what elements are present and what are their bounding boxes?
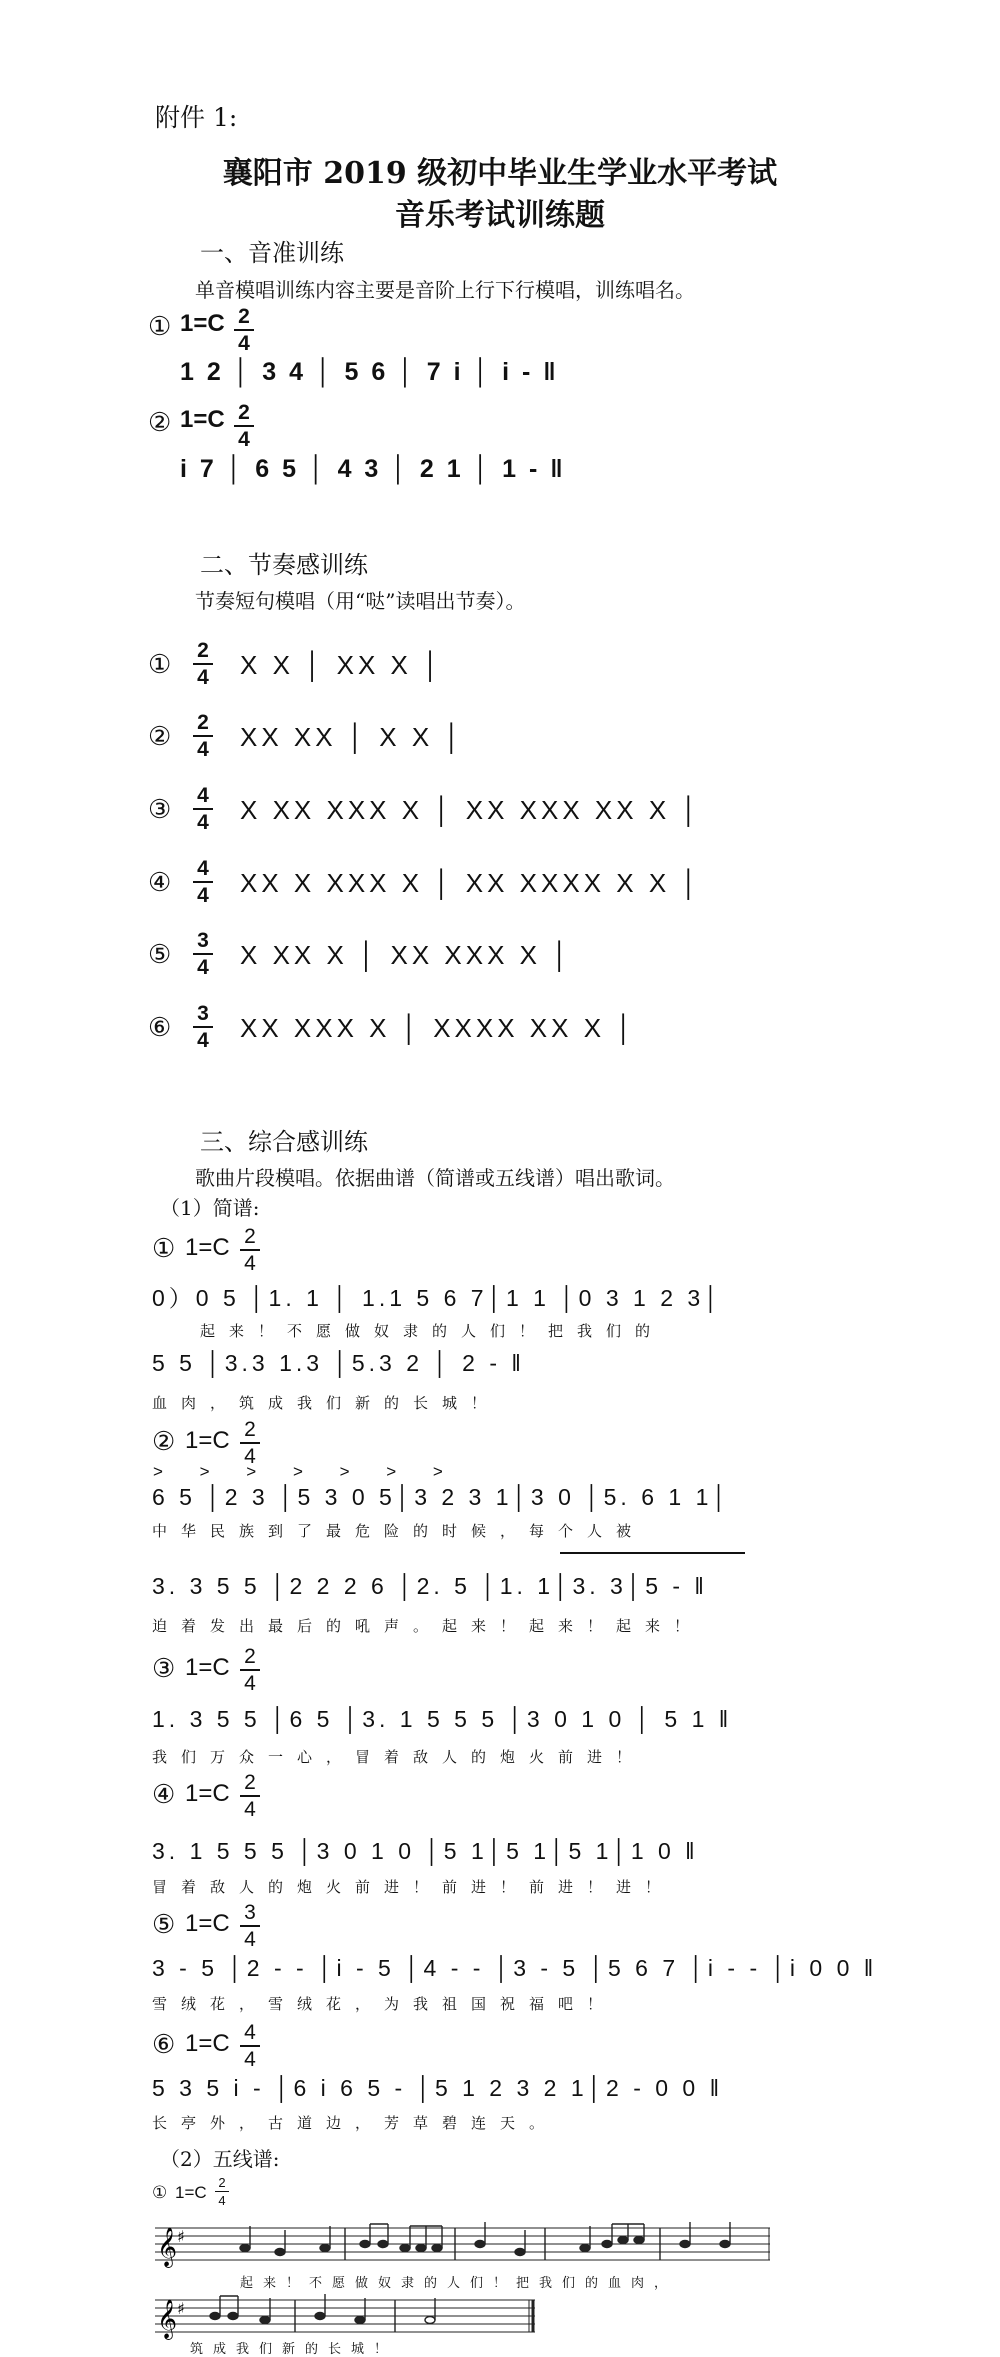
rhythm-line: XX X XXX X │ XX XXXX X X │	[240, 868, 702, 898]
time-signature: 2 4	[193, 640, 213, 688]
jianpu-subheading: （1）简谱:	[160, 1196, 260, 1220]
staff-subheading: （2）五线谱:	[160, 2147, 280, 2171]
item-number: ②	[152, 1427, 176, 1457]
lyric-line: 长亭外，古道边，芳草碧连天。	[152, 2114, 559, 2132]
rhythm-line: XX XXX X │ XXXX XX X │	[240, 1013, 637, 1043]
notes-line: 3. 3 5 5 │2 2 2 6 │2. 5 │1. 1│3. 3│5 - ‖	[152, 1573, 708, 1599]
time-signature: 2 4	[234, 402, 254, 450]
rhythm-line: X X │ XX X │	[240, 650, 444, 680]
page-subtitle: 音乐考试训练题	[395, 198, 605, 233]
notes-line: 1 2 │ 3 4 │ 5 6 │ 7 i │ i - ‖	[180, 358, 559, 386]
time-signature: 2 4	[240, 1646, 260, 1694]
notes-line: 1. 3 5 5 │6 5 │3. 1 5 5 5 │3 0 1 0 │ 5 1 ‖	[152, 1706, 733, 1732]
sharp-icon: ♯	[177, 2227, 185, 2246]
slur-line	[560, 1552, 745, 1554]
notes-line: 0）0 5 │1. 1 │ 1.1 5 6 7│1 1 │0 3 1 2 3│	[152, 1285, 723, 1311]
time-signature: 2 4	[240, 1419, 260, 1467]
time-signature: 2 4	[234, 306, 254, 354]
item-number: ①	[152, 2183, 168, 2203]
key-signature: 1=C	[185, 1780, 230, 1807]
item-number: ④	[148, 868, 172, 898]
time-signature: 2 4	[215, 2176, 229, 2207]
section3-heading: 三、综合感训练	[200, 1128, 368, 1156]
key-signature: 1=C	[185, 1910, 230, 1937]
section1-desc: 单音模唱训练内容主要是音阶上行下行模唱，训练唱名。	[195, 278, 695, 302]
lyric-line: 迫着发出最后的吼声。起来！起来！起来！	[152, 1617, 704, 1635]
time-signature: 2 4	[193, 712, 213, 760]
key-signature: 1=C	[180, 406, 225, 433]
rhythm-line: XX XX │ X X │	[240, 722, 465, 752]
time-signature: 2 4	[240, 1226, 260, 1274]
key-signature: 1=C	[185, 1427, 230, 1454]
key-signature: 1=C	[180, 310, 225, 337]
item-number: ④	[152, 1780, 176, 1810]
staff-lyric-2: 筑成我们新的长城！	[190, 2342, 398, 2357]
treble-clef-icon: 𝄞	[157, 2299, 178, 2339]
item-number: ①	[148, 650, 172, 680]
staff-lines-1	[155, 2220, 770, 2270]
item-number: ①	[152, 1234, 176, 1264]
item-number: ②	[148, 722, 172, 752]
item-number: ③	[152, 1654, 176, 1684]
notes-line: i 7 │ 6 5 │ 4 3 │ 2 1 │ 1 - ‖	[180, 455, 566, 483]
item-number: ⑥	[148, 1013, 172, 1043]
lyric-line: 血肉，筑成我们新的长城！	[152, 1394, 501, 1412]
treble-clef-icon: 𝄞	[157, 2227, 178, 2267]
lyric-line: 中华民族到了最危险的时候，每个人被	[152, 1522, 646, 1540]
item-number: ⑤	[152, 1910, 176, 1940]
lyric-line: 起来！不愿做奴隶的人们！把我们的	[200, 1322, 665, 1340]
lyric-line: 我们万众一心，冒着敌人的炮火前进！	[152, 1748, 646, 1766]
lyric-line: 冒着敌人的炮火前进！前进！前进！进！	[152, 1878, 675, 1896]
staff-lyric-1: 起来！不愿做奴隶的人们！把我们的血肉，	[240, 2276, 678, 2291]
lyric-line: 雪绒花，雪绒花，为我祖国祝福吧！	[152, 1995, 617, 2013]
notes-line: 3 - 5 │2 - - │i - 5 │4 - - │3 - 5 │5 6 7 │i - - │i 0 0 ‖	[152, 1955, 878, 1981]
notes-line: 5 5 │3.3 1.3 │5.3 2 │ 2 - ‖	[152, 1350, 525, 1376]
item-number: ③	[148, 795, 172, 825]
accent-marks: > > > > > > >	[153, 1462, 459, 1481]
item-number: ⑤	[148, 940, 172, 970]
time-signature: 3 4	[193, 1003, 213, 1051]
time-signature: 3 4	[193, 930, 213, 978]
time-signature: 4 4	[240, 2022, 260, 2070]
key-signature: 1=C	[175, 2183, 207, 2202]
section2-desc: 节奏短句模唱（用“哒”读唱出节奏）。	[195, 589, 526, 613]
item-number: ⑥	[152, 2030, 176, 2060]
staff-lines-2	[155, 2292, 535, 2342]
notes-line: 3. 1 5 5 5 │3 0 1 0 │5 1│5 1│5 1│1 0 ‖	[152, 1838, 699, 1864]
rhythm-line: X XX XXX X │ XX XXX XX X │	[240, 795, 702, 825]
sharp-icon: ♯	[177, 2299, 185, 2318]
time-signature: 3 4	[240, 1902, 260, 1950]
item-number: ②	[148, 408, 172, 438]
notes-line: 6 5 │2 3 │5 3 0 5│3 2 3 1│3 0 │5. 6 1 1│	[152, 1484, 731, 1510]
notes-line: 5 3 5 i - │6 i 6 5 - │5 1 2 3 2 1│2 - 0 0 ‖	[152, 2075, 724, 2101]
rhythm-line: X XX X │ XX XXX X │	[240, 940, 573, 970]
time-signature: 4 4	[193, 858, 213, 906]
time-signature: 2 4	[240, 1772, 260, 1820]
key-signature: 1=C	[185, 1654, 230, 1681]
section3-desc: 歌曲片段模唱。依据曲谱（简谱或五线谱）唱出歌词。	[195, 1166, 675, 1190]
page-title: 襄阳市 2019 级初中毕业生学业水平考试	[222, 156, 778, 191]
section2-heading: 二、节奏感训练	[200, 551, 368, 579]
attachment-label: 附件 1:	[155, 103, 238, 132]
key-signature: 1=C	[185, 1234, 230, 1261]
section1-heading: 一、音准训练	[200, 239, 344, 267]
key-signature: 1=C	[185, 2030, 230, 2057]
time-signature: 4 4	[193, 785, 213, 833]
item-number: ①	[148, 312, 172, 342]
